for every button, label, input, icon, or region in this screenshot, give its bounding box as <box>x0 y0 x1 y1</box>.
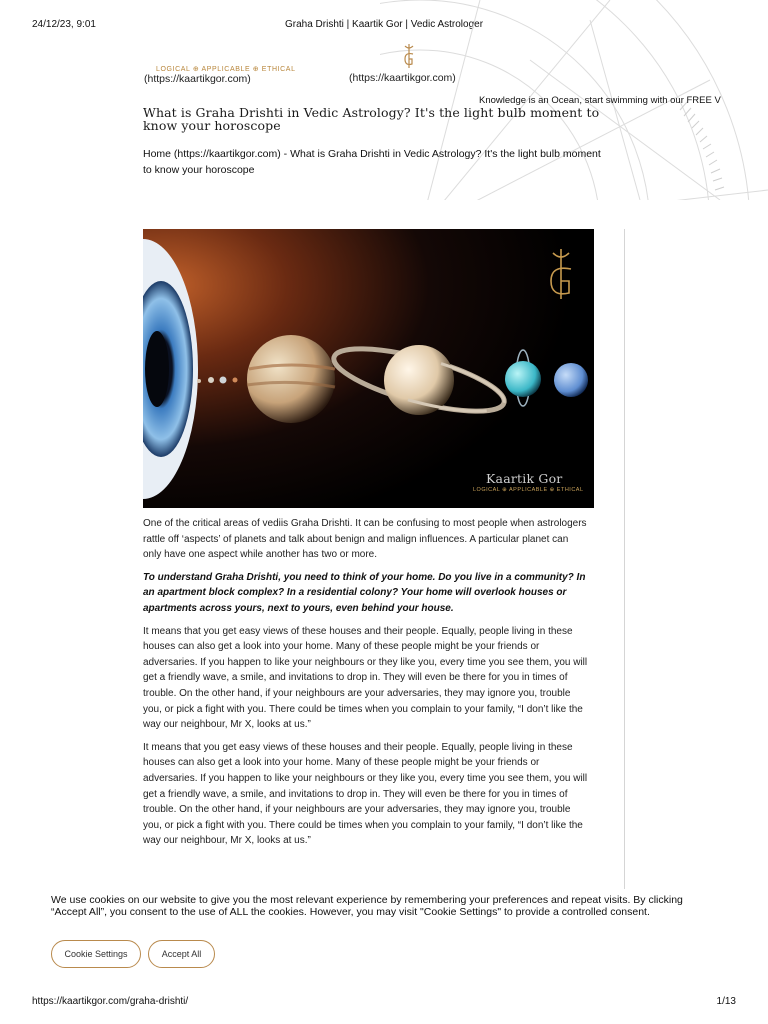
print-date: 24/12/23, 9:01 <box>32 19 96 30</box>
cookie-banner <box>0 889 768 984</box>
logo-link-center[interactable]: (https://kaartikgor.com) <box>349 72 456 84</box>
print-page-title: Graha Drishti | Kaartik Gor | Vedic Astrologer <box>284 19 484 30</box>
cookie-banner-text: We use cookies on our website to give you the most relevant experience by remembering your preferences and repeat visits. By clicking “Accept All”, you consent to the use of ALL the cookies. However, you may visit "Cookie Settings" to provide a controlled consent. <box>51 894 683 918</box>
article-paragraph: It means that you get easy views of these houses and their people. Equally, people living in these houses can also get a look into your home. Many of these people might be your friends or adversaries. If you happen to like your neighbours or they like you, every time you see them, you will get a friendly wave, a smile, and invitations to drop in. They will even be there for you in times of trouble. On the other hand, if your neighbours are your adversaries, they may ignore you, trouble you, or pick a fight with you. There could be times when you complain to your family, “I don’t like the way our neighbour, Mr X, looks at us.” <box>143 741 588 847</box>
hero-image <box>143 229 594 508</box>
article-paragraph: One of the critical areas of vediis Graha Drishti. It can be confusing to most people when astrologers rattle off ‘aspects’ of planets and talk about benign and malign influences. A particular planet can only have one aspect while another has two or more. <box>143 518 587 561</box>
breadcrumb-separator: - <box>280 148 291 160</box>
announcement-ticker[interactable]: Knowledge is an Ocean, start swimming with our FREE V <box>479 95 721 106</box>
print-page-number: 1/13 <box>716 996 736 1007</box>
print-url: https://kaartikgor.com/graha-drishti/ <box>32 996 189 1007</box>
logo-link-left[interactable]: (https://kaartikgor.com) <box>144 73 251 85</box>
article-emphasis-paragraph: To understand Graha Drishti, you need to think of your home. Do you live in a community? In an apartment block complex? In a residential colony? Your home will overlook houses or apartments across yours, next to yours, even behind your house. <box>143 571 586 614</box>
breadcrumb-current: What is Graha Drishti in Vedic Astrology? It's the light bulb moment to know your horoscope <box>143 148 601 176</box>
cookie-settings-button[interactable]: Cookie Settings <box>51 940 141 968</box>
kg-monogram-icon[interactable] <box>399 42 419 70</box>
article-body <box>143 516 589 856</box>
hero-brand-name: Kaartik Gor <box>486 471 563 486</box>
brand-tagline: LOGICAL ⊕ APPLICABLE ⊕ ETHICAL <box>156 66 296 73</box>
hero-brand-tagline: LOGICAL ⊕ APPLICABLE ⊕ ETHICAL <box>473 487 584 493</box>
breadcrumb <box>143 146 603 178</box>
sidebar-divider <box>624 229 625 889</box>
breadcrumb-home-link[interactable]: Home (https://kaartikgor.com) <box>143 148 281 160</box>
article-paragraph: It means that you get easy views of these houses and their people. Equally, people living in these houses can also get a look into your home. Many of these people might be your friends or adversaries. If you happen to like your neighbours or they like you, every time you see them, you will get a friendly wave, a smile, and invitations to drop in. They will even be there for you in times of trouble. On the other hand, if your neighbours are your adversaries, they may ignore you, trouble you, or pick a fight with you. There could be times when you complain to your family, “I don’t like the way our neighbour, Mr X, looks at us.” <box>143 625 588 731</box>
accept-all-button[interactable]: Accept All <box>148 940 215 968</box>
page-title: What is Graha Drishti in Vedic Astrology? It's the light bulb moment to know your horoscope <box>143 105 600 133</box>
